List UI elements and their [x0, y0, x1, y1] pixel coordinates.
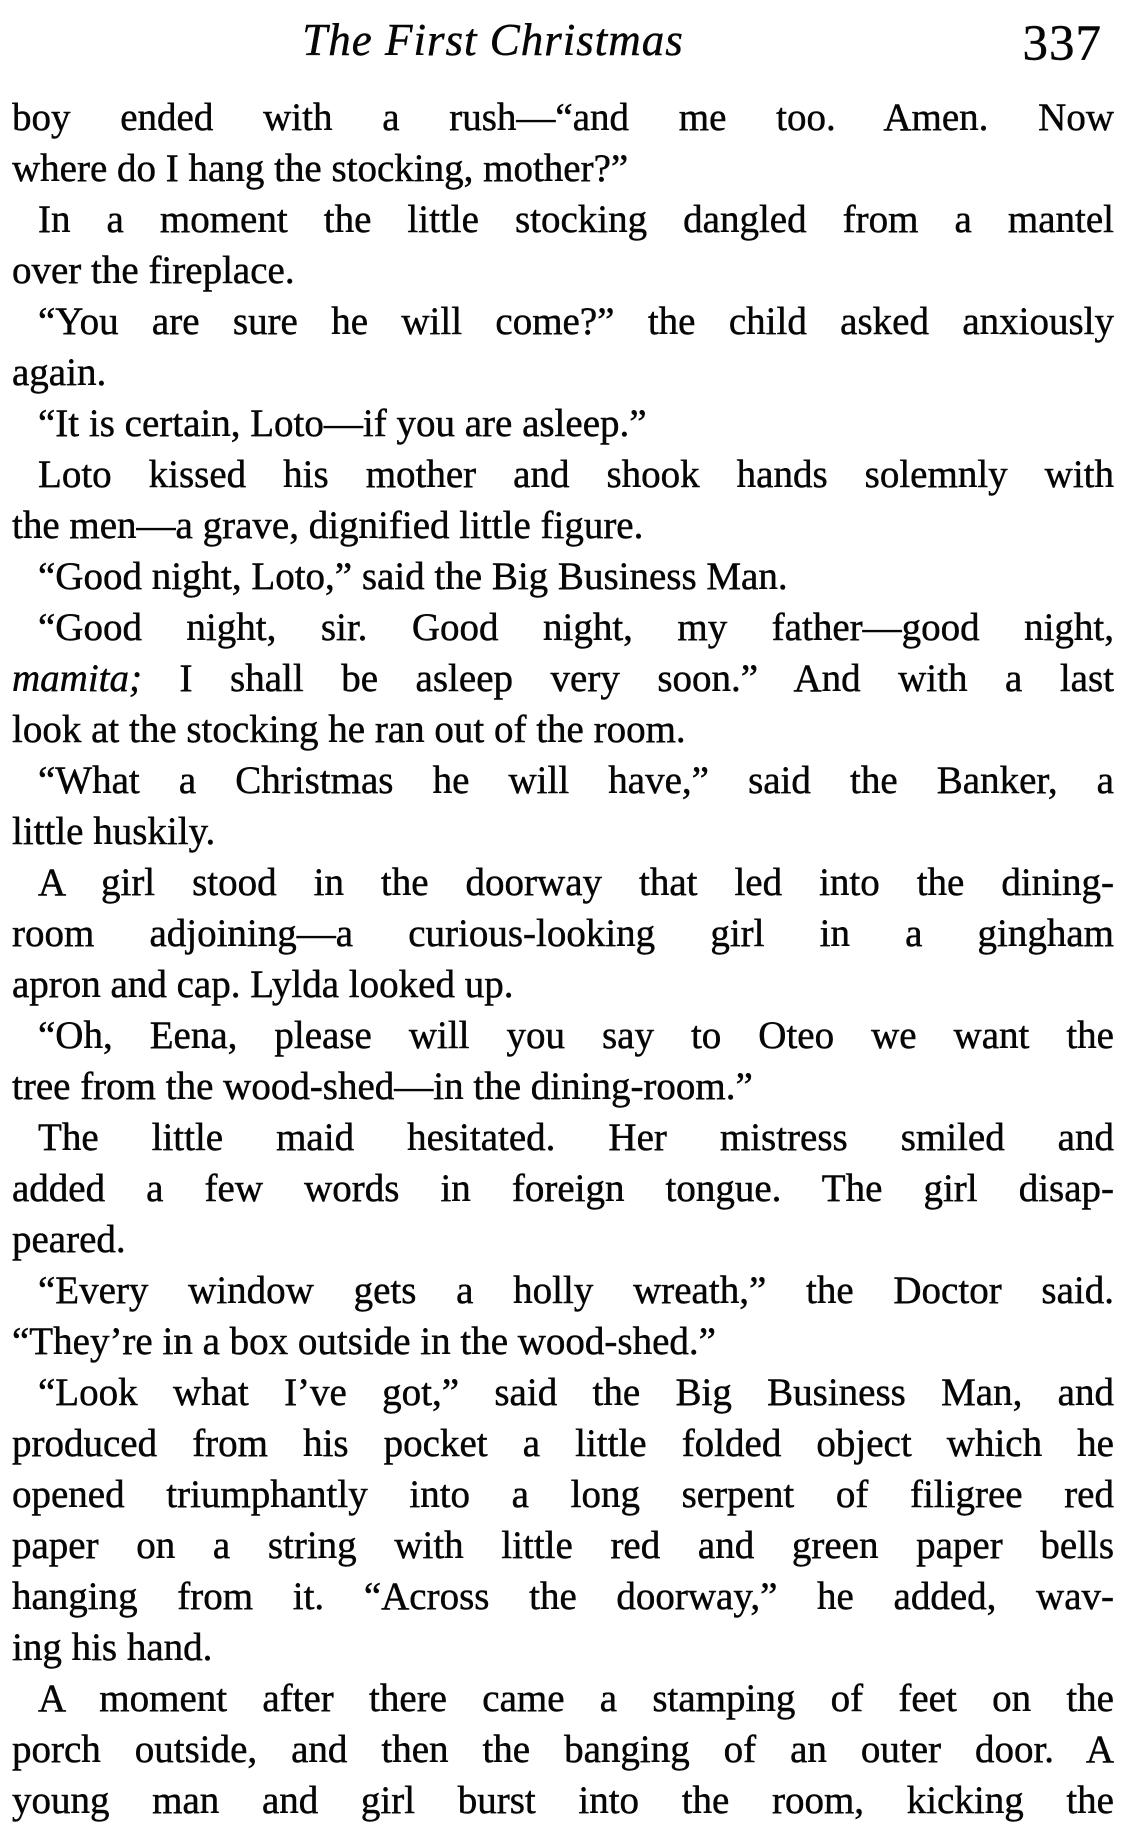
text-line — [12, 245, 1114, 296]
paragraph — [12, 551, 1114, 602]
text-segment: tree from the wood-shed—in the dining-room.” — [12, 1065, 753, 1108]
text-segment: little huskily. — [12, 810, 216, 853]
paragraph — [12, 92, 1114, 194]
text-line — [12, 704, 1114, 755]
text-segment: where do I hang the stocking, mother?” — [12, 147, 629, 190]
text-segment: the men—a grave, dignified little figure. — [12, 504, 644, 547]
text-line — [12, 1469, 1114, 1520]
text-segment: A girl stood in the doorway that led into the dining- — [38, 861, 1114, 904]
text-segment: A moment after there came a stamping of feet on the — [38, 1677, 1114, 1720]
page-body — [0, 92, 1134, 1826]
text-line — [12, 602, 1114, 653]
text-line — [12, 1418, 1114, 1469]
italic-text: mamita; — [12, 657, 142, 700]
text-segment: “It is certain, Loto—if you are asleep.” — [38, 402, 647, 445]
text-segment: added a few words in foreign tongue. The girl disap- — [12, 1167, 1114, 1210]
text-segment: produced from his pocket a little folded object which he — [12, 1422, 1114, 1465]
paragraph — [12, 296, 1114, 398]
text-segment: In a moment the little stocking dangled from a mantel — [38, 198, 1114, 241]
text-line — [12, 908, 1114, 959]
page-title: The First Christmas — [302, 15, 684, 65]
text-line — [12, 1010, 1114, 1061]
paragraph — [12, 449, 1114, 551]
text-segment: “Good night, sir. Good night, my father—good night, — [38, 606, 1114, 649]
paragraph — [12, 1673, 1114, 1826]
text-segment: again. — [12, 351, 107, 394]
text-segment: “Good night, Loto,” said the Big Business Man. — [38, 555, 788, 598]
text-line — [12, 959, 1114, 1010]
text-segment: I shall be asleep very soon.” And with a last — [142, 657, 1114, 700]
text-line — [12, 92, 1114, 143]
text-line — [12, 347, 1114, 398]
text-line — [12, 1112, 1114, 1163]
text-line — [12, 806, 1114, 857]
paragraph — [12, 1265, 1114, 1367]
text-segment: over the fireplace. — [12, 249, 295, 292]
page-number: 337 — [1022, 16, 1102, 72]
paragraph — [12, 194, 1114, 296]
text-segment: “Oh, Eena, please will you say to Oteo we want the — [38, 1014, 1114, 1057]
paragraph — [12, 755, 1114, 857]
running-head — [0, 0, 1134, 92]
text-line — [12, 500, 1114, 551]
text-line — [12, 1316, 1114, 1367]
text-line — [12, 1265, 1114, 1316]
text-line — [12, 1367, 1114, 1418]
text-line — [12, 194, 1114, 245]
text-line — [12, 1571, 1114, 1622]
text-line — [12, 653, 1114, 704]
text-line — [12, 1061, 1114, 1112]
text-segment: paper on a string with little red and green paper bells — [12, 1524, 1114, 1567]
text-segment: young man and girl burst into the room, kicking the — [12, 1779, 1114, 1822]
text-line — [12, 1775, 1114, 1826]
text-segment: “Every window gets a holly wreath,” the Doctor said. — [38, 1269, 1114, 1312]
text-segment: “What a Christmas he will have,” said the Banker, a — [38, 759, 1114, 802]
text-line — [12, 551, 1114, 602]
text-segment: opened triumphantly into a long serpent of filigree red — [12, 1473, 1114, 1516]
text-segment: “Look what I’ve got,” said the Big Business Man, and — [38, 1371, 1114, 1414]
text-line — [12, 1724, 1114, 1775]
paragraph — [12, 1367, 1114, 1673]
text-line — [12, 449, 1114, 500]
text-segment: porch outside, and then the banging of an outer door. A — [12, 1728, 1114, 1771]
text-line — [12, 1163, 1114, 1214]
paragraph — [12, 857, 1114, 1010]
text-segment: hanging from it. “Across the doorway,” he added, wav- — [12, 1575, 1114, 1618]
text-segment: boy ended with a rush—“and me too. Amen. Now — [12, 96, 1114, 139]
text-line — [12, 1520, 1114, 1571]
text-line — [12, 1622, 1114, 1673]
paragraph — [12, 602, 1114, 755]
text-line — [12, 755, 1114, 806]
text-segment: apron and cap. Lylda looked up. — [12, 963, 514, 1006]
paragraph — [12, 398, 1114, 449]
text-line — [12, 857, 1114, 908]
text-segment: Loto kissed his mother and shook hands solemnly with — [38, 453, 1114, 496]
text-line — [12, 398, 1114, 449]
text-segment: “You are sure he will come?” the child asked anxiously — [38, 300, 1114, 343]
text-line — [12, 1673, 1114, 1724]
text-segment: peared. — [12, 1218, 126, 1261]
paragraph — [12, 1112, 1114, 1265]
text-segment: ing his hand. — [12, 1626, 213, 1669]
text-segment: room adjoining—a curious-looking girl in a gingham — [12, 912, 1114, 955]
text-segment: The little maid hesitated. Her mistress smiled and — [38, 1116, 1114, 1159]
text-segment: look at the stocking he ran out of the room. — [12, 708, 686, 751]
text-line — [12, 296, 1114, 347]
text-line — [12, 143, 1114, 194]
paragraph — [12, 1010, 1114, 1112]
text-line — [12, 1214, 1114, 1265]
text-segment: “They’re in a box outside in the wood-shed.” — [12, 1320, 716, 1363]
